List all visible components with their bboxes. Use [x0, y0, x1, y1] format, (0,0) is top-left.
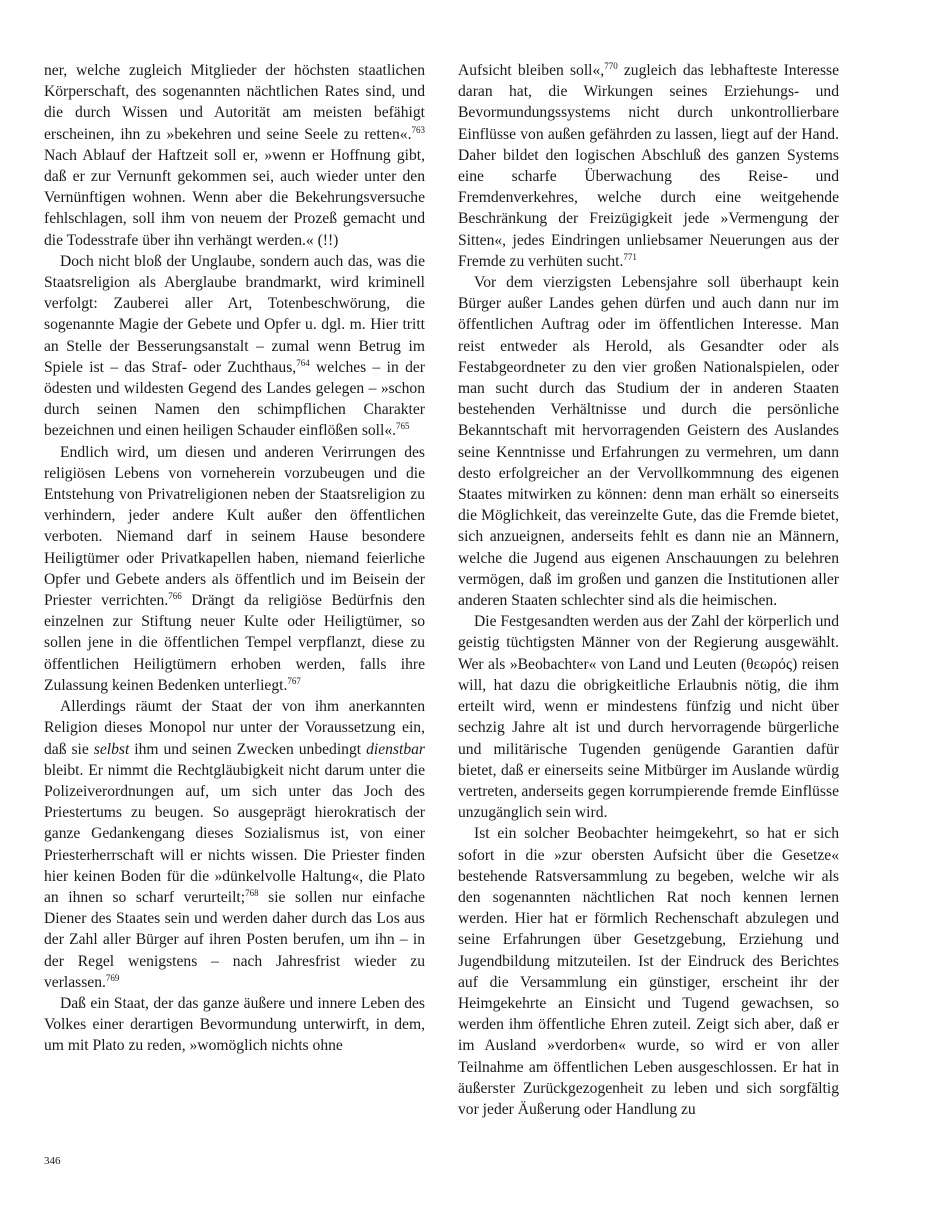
text-run: welches – in der ödesten und wildesten Gegend des Landes gelegen – »schon durch seinen Namen den schimpflichen Charakter bezeichnen und einen heiligen Schauder einflößen soll«.	[44, 358, 425, 440]
footnote-marker: 769	[105, 972, 120, 983]
text-run: Vor dem vierzigsten Lebensjahre soll überhaupt kein Bürger außer Landes gehen dürfen und auch dann nur im öffentlichen Auftrag oder im öffentlichen Interesse. Man reist entweder als Herold, als Gesandter oder als Festabgeordneter zu den vier großen Nationalspielen, oder man sucht durch das Studium der in anderen Staaten bestehenden Verhältnisse und durch die persönliche Bekanntschaft mit hervorragenden Geistern des Auslandes seine Kenntnisse und Erfahrungen zu vermehren, um dann desto erfolgreicher an der Vervollkommnung des eigenen Staates mitwirken zu können: denn man erhält so einerseits die Möglichkeit, das vereinzelte Gute, das die Fremde bietet, sich anzueignen, anderseits fehlt es dann nie an Männern, welche die Jugend aus eigenen Anschauungen zu belehren vermögen, daß im großen und ganzen die Institutionen aller anderen Staaten schlechter sind als die heimischen.	[458, 274, 839, 610]
text-run: bleibt. Er nimmt die Rechtgläubigkeit nicht darum unter die Polizeiverordnungen auf, um sich unter das Joch des Priestertums zu beugen. So ausgeprägt hierokratisch der ganze Gedankengang dieses Sozialismus ist, von einer Priesterherrschaft will er nichts wissen. Die Priester finden hier keinen Boden für die »dünkelvolle Haltung«, die Plato an ihnen so scharf verurteilt;	[44, 761, 425, 906]
paragraph	[44, 251, 425, 442]
text-run: Die Festgesandten werden aus der Zahl der körperlich und geistig tüchtigsten Männer von der Regierung ausgewählt. Wer als »Beobachter« von Land und Leuten (θεωρός) reisen will, hat dazu die obrigkeitliche Erlaubnis nötig, die ihm erteilt wird, wenn er mindestens fünfzig und nicht über sechzig Jahre alt ist und durch hervorragende bürgerliche und militärische Tugenden genügende Garantien dafür bietet, daß er einerseits seine Mitbürger im Auslande würdig vertreten, anderseits gegen korrumpierende fremde Einflüsse unzugänglich sein wird.	[458, 613, 839, 822]
paragraph	[44, 442, 425, 696]
text-run: Drängt da religiöse Bedürfnis den einzelnen zur Stiftung neuer Kulte oder Heiligtümer, so sollen jene in die öffentlichen Tempel verpflanzt, diese zu öffentlichen Heiligtümern erhoben werden, falls ihre Zulassung keinen Bedenken unterliegt.	[44, 592, 425, 694]
footnote-marker: 766	[168, 591, 182, 602]
emphasis-text: dienstbar	[366, 740, 425, 758]
text-run: ihm und seinen Zwecken unbedingt	[129, 740, 367, 758]
page-number: 346	[44, 1155, 61, 1167]
paragraph	[458, 60, 839, 272]
text-run: Daß ein Staat, der das ganze äußere und innere Leben des Volkes einer derartigen Bevormundung unterwirft, in dem, um mit Plato zu reden, »womöglich nichts ohne	[44, 994, 425, 1055]
text-run: Nach Ablauf der Haftzeit soll er, »wenn er Hoffnung gibt, daß er zur Vernunft gekommen sei, auch wieder unter den Vernünftigen wohnen. Wenn aber die Bekehrungsversuche fehlschlagen, soll ihm von neuem der Prozeß gemacht und die Todesstrafe über ihn verhängt werden.« (!!)	[44, 146, 425, 249]
text-run: Endlich wird, um diesen und anderen Verirrungen des religiösen Lebens von vorneherein vorzubeugen und die Entstehung von Privatreligionen neben der Staatsreligion zu verhindern, jeder andere Kult außer den öffentlichen verboten. Niemand darf in seinem Hause besondere Heiligtümer oder Privatkapellen haben, niemand feierliche Opfer und Gebete anders als öffentlich und im Beisein der Priester verrichten.	[44, 443, 425, 610]
text-run: ner, welche zugleich Mitglieder der höchsten staatlichen Körperschaft, des sogenannten nächtlichen Rates sind, und die durch Wissen und Autorität am meisten befähigt erscheinen, ihn zu »bekehren und seine Seele zu retten«.	[44, 62, 425, 143]
footnote-marker: 767	[287, 675, 301, 686]
left-text-column	[44, 60, 425, 1057]
footnote-marker: 765	[396, 421, 410, 432]
footnote-marker: 771	[623, 251, 637, 262]
footnote-marker: 763	[411, 124, 425, 135]
footnote-marker: 764	[296, 357, 310, 368]
right-text-column	[458, 60, 839, 1120]
paragraph	[458, 823, 839, 1120]
text-run: Ist ein solcher Beobachter heimgekehrt, so hat er sich sofort in die »zur obersten Aufsicht über die Gesetze« bestehende Ratsversammlung zu begeben, welche wir als den sogenannten nächtlichen Rat noch kennen lernen werden. Hier hat er förmlich Rechenschaft abzulegen und seine Erfahrungen über Gesetzgebung, Erziehung und Jugendbildung mitzuteilen. Ist der Eindruck des Berichtes auf die Versammlung ein günstiger, erscheint ihr der Heimgekehrte an Einsicht und Tugend gewachsen, so werden ihm öffentliche Ehren zuteil. Zeigt sich aber, daß er im Ausland »verdorben« wurde, so wird er von aller Teilnahme am öffentlichen Leben ausgeschlossen. Er hat in äußerster Zurückgezogenheit zu leben und sich sorgfältig vor jeder Äußerung oder Handlung zu	[458, 825, 839, 1118]
paragraph	[458, 611, 839, 823]
paragraph	[44, 696, 425, 993]
footnote-marker: 768	[245, 887, 259, 898]
text-run: Allerdings räumt der Staat der von ihm anerkannten Religion dieses Monopol nur unter der Voraussetzung ein, daß sie	[44, 698, 425, 758]
text-run: Aufsicht bleiben soll«,	[458, 62, 605, 79]
text-run: Doch nicht bloß der Unglaube, sondern auch das, was die Staatsreligion als Aberglaube brandmarkt, wird kriminell verfolgt: Zauberei aller Art, Totenbeschwörung, die sogenannte Magie der Gebete und Opfer u. dgl. m. Hier tritt an Stelle der Besserungsanstalt – zumal wenn Betrug im Spiele ist – das Straf- oder Zuchthaus,	[44, 252, 425, 376]
paragraph	[44, 993, 425, 1057]
footnote-marker: 770	[604, 61, 618, 71]
text-run: zugleich das lebhafteste Interesse daran hat, die Wirkungen seines Erziehungs- und Bevormundungssystems nicht durch unkontrollierbare Einflüsse von außen gefährden zu lassen, liegt auf der Hand. Daher bildet den logischen Abschluß des ganzen Systems eine scharfe Überwachung des Reise- und Fremdenverkehres, welche durch eine weitgehende Beschränkung der Freizügigkeit jede »Vermengung der Sitten«, jedes Eindringen unliebsamer Neuerungen aus der Fremde zu verhüten sucht.	[458, 62, 840, 270]
emphasis-text: selbst	[93, 740, 130, 758]
paragraph	[458, 272, 839, 611]
paragraph	[44, 60, 425, 251]
text-run: sie sollen nur einfache Diener des Staates sein und werden daher durch das Los aus der Zahl aller Bürger auf ihren Posten berufen, um ihn – in der Regel wenigstens – nach Jahresfrist wieder zu verlassen.	[44, 888, 425, 991]
